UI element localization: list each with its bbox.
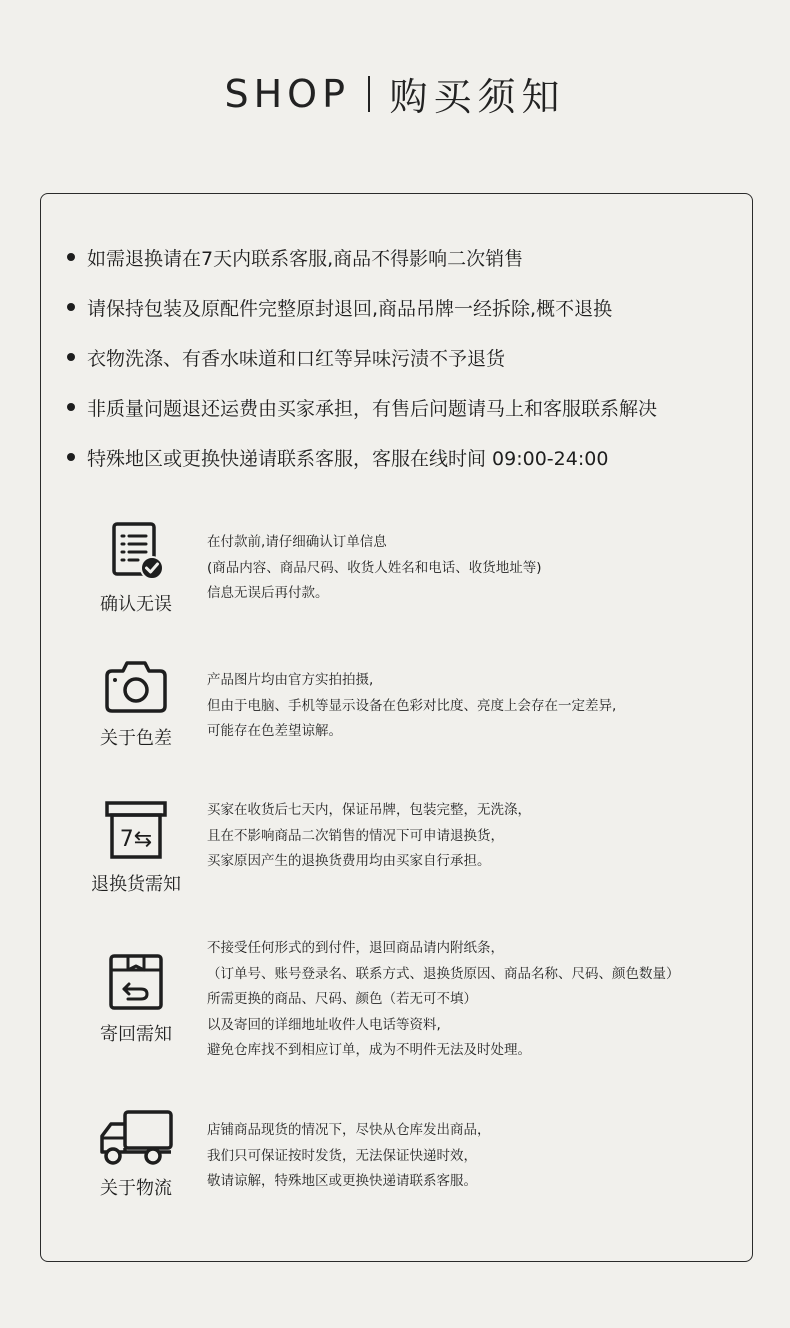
bullet-icon [67, 353, 75, 361]
page-title-en: SHOP [224, 71, 350, 116]
section-icon-box [81, 800, 191, 896]
description-line: (商品内容、商品尺码、收货人姓名和电话、收货地址等) [207, 559, 542, 576]
description-line: 但由于电脑、手机等显示设备在色彩对比度、亮度上会存在一定差异, [207, 697, 617, 714]
section-icon-box [81, 658, 191, 750]
description-line: 可能存在色差望谅解。 [207, 723, 342, 739]
description-line: 买家在收货后七天内，保证吊牌，包装完整，无洗涤， [207, 802, 531, 818]
section-label: 确认无误 [100, 594, 172, 615]
section-description [207, 668, 616, 745]
description-line: 不接受任何形式的到付件，退回商品请内附纸条， [207, 940, 504, 956]
bullet-icon [67, 453, 75, 461]
section-description [207, 530, 542, 607]
return-box-text: 7⇆ [119, 827, 153, 852]
checklist-icon [106, 520, 166, 582]
section-icon-box [81, 952, 191, 1046]
section-description [207, 936, 680, 1064]
rule-text: 特殊地区或更换快递请联系客服，客服在线时间 09:00-24:00 [87, 447, 609, 470]
rule-item [67, 332, 657, 382]
section-description [207, 1118, 491, 1195]
section-label: 退换货需知 [91, 874, 181, 895]
section-label: 关于物流 [100, 1178, 172, 1199]
bullet-icon [67, 403, 75, 411]
camera-icon [103, 658, 169, 716]
description-line: 避免仓库找不到相应订单，成为不明件无法及时处理。 [207, 1042, 531, 1058]
section-label: 关于色差 [100, 728, 172, 749]
notice-card [40, 193, 753, 1262]
rule-text: 请保持包装及原配件完整原封退回,商品吊牌一经拆除,概不退换 [87, 297, 613, 320]
description-line: 我们只可保证按时发货，无法保证快递时效， [207, 1147, 477, 1164]
rule-item [67, 232, 657, 282]
rule-text: 衣物洗涤、有香水味道和口红等异味污渍不予退货 [87, 347, 506, 370]
description-line: 在付款前,请仔细确认订单信息 [207, 534, 387, 550]
description-line: 产品图片均由官方实拍拍摄, [207, 672, 374, 688]
description-line: 且在不影响商品二次销售的情况下可申请退换货， [207, 827, 504, 844]
section-label: 寄回需知 [100, 1024, 172, 1045]
bullet-icon [67, 253, 75, 261]
rule-text: 非质量问题退还运费由买家承担，有售后问题请马上和客服联系解决 [87, 397, 658, 420]
description-line: 买家原因产生的退换货费用均由买家自行承担。 [207, 853, 491, 869]
page-title-zh: 购买须知 [389, 75, 566, 119]
section-icon-box [81, 520, 191, 616]
rule-item [67, 432, 657, 482]
return-box-icon [104, 800, 168, 862]
description-line: 所需更换的商品、尺码、颜色（若无可不填） [207, 991, 477, 1007]
description-line: 信息无误后再付款。 [207, 585, 329, 601]
rule-item [67, 382, 657, 432]
rules-list [67, 232, 657, 482]
parcel-return-icon [106, 952, 166, 1012]
section-description [207, 798, 531, 875]
description-line: 敬请谅解，特殊地区或更换快递请联系客服。 [207, 1173, 477, 1189]
rule-text: 如需退换请在7天内联系客服,商品不得影响二次销售 [87, 247, 524, 270]
description-line: （订单号、账号登录名、联系方式、退换货原因、商品名称、尺码、颜色数量） [207, 965, 680, 982]
description-line: 以及寄回的详细地址收件人电话等资料, [207, 1016, 441, 1033]
section-icon-box [81, 1108, 191, 1200]
truck-icon [97, 1108, 175, 1166]
description-line: 店铺商品现货的情况下，尽快从仓库发出商品， [207, 1122, 491, 1138]
title-divider [368, 76, 370, 112]
bullet-icon [67, 303, 75, 311]
page-title [0, 66, 790, 121]
rule-item [67, 282, 657, 332]
